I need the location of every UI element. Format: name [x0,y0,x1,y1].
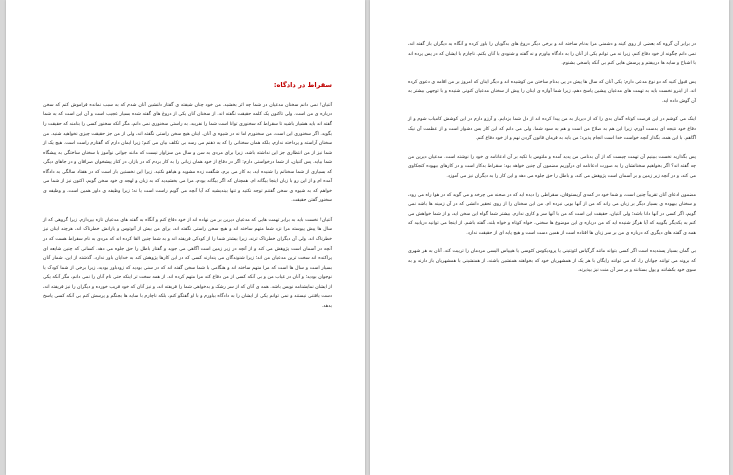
paragraph: پس بگذارید نخست ببینیم آن تهمت چیست که از آن بدنامی من پدید آمده و ملتوس با تکیه بر آن ادعانامه ی خود را نوشته است. مدعیان دیرین من چه گفته اند؟ اگر بخواهیم سخنانشان را به صورت ادعانامه ای درآوریم مضمون آن چنین خواهد بود: سقراط بدکار است و در کارهای بیهوده کنجکاوی می کند، و در آنچه زیر زمین و بر آسمان است پژوهش می کند، و باطل را حق جلوه می دهد و این کار را به دیگران نیز می آموزد. [408,154,696,180]
paragraph: در برابر آن گروه که بعضی از روی کینه و دشمنی مرا بدنام ساخته اند و برخی دیگر دروغ های بدگویان را باور کرده و آنگاه به دیگران باز گفته اند، نمی دانم چگونه از خود دفاع کنم، زیرا نه می توانم یکی از آنان را به دادگاه بیاورم و نه گفته و شنودی با آنان بکنم. ناچارم با ایشان که در پس پرده اند با اشباح و سایه ها دربیفتم و پرسش هایی کنم بی آنکه پاسخی بشنوم. [408,42,696,67]
paragraph: مضمون ادعای آنان تقریباً چنین است، و شما خود در کمدی آریستوفان، سقراطی را دیده اید که در صحنه می چرخد و می گوید که در هوا راه می رود، و سخنان بیهوده ی بسیار دیگر بر زبان می راند که من از آنها بویی نبرده ام. من این سخنان را از روی تحقیر دانشی که در آن زمینه ها باشد نمی گویم، اگر کسی در آنها دانا باشد؛ ولی آتنیان، حقیقت این است که من با آنها سر و کاری ندارم. بیشتر شما گواه این سخن اید، و از شما خواهش می کنم به یکدیگر بگویید که آیا هرگز شنیده اید که من درباره ی این موضوع ها سخنی، خواه کوتاه و خواه بلند، گفته باشم. از اینجا می توانید دریابید که همه ی گفته های دیگری که درباره ی من بر سر زبان ها افتاده است از همین دست است و هیچ پایه ای از حقیقت ندارد. [408,192,696,236]
paragraph: بی گمان بسیار پسندیده است اگر کسی بتواند مانند گرگیاس لئونتینی یا پرودیکوس کئوسی یا هیپیاس الیسی مردمان را تربیت کند. آنان به هر شهری که بروند می توانند جوانان را، که می توانند رایگان با هر یک از همشهریان خود که بخواهند همنشین باشند، از همنشینی با همشهریان باز دارند و به سوی خود بکشانند و پول بستانند و بر سر آن منت نیز بپذیرند. [408,249,696,274]
paragraph: اینک می کوشم در این فرصت کوتاه گمان بدی را که از دیرباز به من پیدا کرده اند از دل شما بزدایم. و آرزو دارم در این کوشش کامیاب شوم و از دفاع خود نتیجه ای بدست آورم، زیرا این هم به صلاح من است و هم به سود شما. ولی می دانم که این کار بس دشوار است و از عظمت آن نیک آگاهم. با این همه، بگذار آنچه خواست خدا است انجام پذیرد؛ من باید به فرمان قانون گردن نهم و از خود دفاع کنم. [408,117,696,142]
document-page-left [6,0,365,475]
paragraph: آتنیان! نمی دانم سخنان مدعیان در شما چه اثر بخشید. من خود چنان شیفته ی گفتار دلنشین آنان شدم که به سبب نمانده فراموش کنم که سخن درباره ی من است. ولی تاکنون یک کلمه حقیقت نگفته اند. از سخنان آنان یکی از دروغ های گفته شده بسیار عجیب است و آن این است که به شما گفته اند باید هشیار باشید تا سقراط که سخنوری توانا است شما را نفریبد. به راستی سخنوری نمی دانم، مگر آنکه سخنور کسی را بنامند که حقیقت را بگوید. اگر سخنوری این است، من سخنورم اما نه در شیوه ی آنان. اینان هیچ سخن راستی نگفته اند، ولی از من جز حقیقت چیزی نخواهید شنید. من سخنان آراسته و پرداخته ندارم، بلکه همان سخنانی را که به ذهنم می رسد بی تکلف بیان می کنم؛ زیرا ایمان دارم که گفتارم راست است. هیچ یک از شما نیز از من انتظاری جز این نداشته باشد، زیرا برای مردی به سن و سال من سزاوار نیست که مانند جوانی نوآموز با سخنان ساختگی به پیشگاه شما بیاید. پس آتنیان، از شما درخواستی دارم: اگر در دفاع از خود همان زبانی را به کار بردم که در بازار، در کنار پیشخوان صرافان و در جاهای دیگر، که بسیاری از شما سخنانم را شنیده اید، به کار می برم، شگفت زده مشوید و هیاهو نکنید. زیرا این نخستین بار است که در هفتاد سالگی به دادگاه آمده ام و از این رو با زبان اینجا بیگانه ام. همچنان که اگر بیگانه بودم، مرا می بخشیدید که به زبان و لهجه ی خود سخن گویم، اکنون نیز از شما می خواهم که به شیوه ی سخن گفتنم توجه نکنید و تنها بیندیشید که آیا آنچه می گویم راست است یا نه؛ زیرا وظیفه ی داور همین است، و وظیفه ی سخنور گفتن حقیقت. [43,102,332,204]
page-title: سقراط در دادگاه: [273,81,332,89]
paragraph: پس قبول کنید که دو نوع مدعی دارم: یکی آنان که سال ها پیش در پی بدنام ساختن من کوشیده اند و دیگر اینان که امروز بر من اقامه ی دعوی کرده اند. از اینرو نخست باید به تهمت های مدعیان پیشین پاسخ دهم، زیرا شما آوازه ی اینان را پیش از سخنان مدعیان کنونی شنیده و با توجهی بیشتر به آن گوش داده اید. [408,79,696,104]
paragraph: آتنیان! نخست باید به برابر تهمت هایی که مدعیان دیرین بر من نهاده اند از خود دفاع کنم و آنگاه به گفته های مدعیان تازه بپردازم. زیرا گروهی که از سال ها پیش پیوسته مرا نزد شما متهم ساخته اند و هیچ سخن راستی نگفته اند، برای من بیش از آنوتوس و یارانش خطرناک اند، هرچند اینان نیز خطرناک اند. ولی آن دیگران خطرناک ترند، زیرا بیشتر شما را از کودکی فریفته اند و به شما چنین القا کرده اند که مردی به نام سقراط هست که در آنچه در آسمان است پژوهش می کند و از آنچه در زیر زمین است آگاهی می جوید و گفتار باطل را حق جلوه می دهد. کسانی که چنین شایعه ای پراکنده اند سخت ترین مدعیان من اند؛ زیرا شنوندگان می پندارند کسی که در این کارها پژوهش کند به خدایان باور ندارد. گذشته از این، شمار آنان بسیار است و سال ها است که مرا متهم ساخته اند و هنگامی با شما سخن گفته اند که در سنی بودید که زودباور بودید، زیرا برخی از شما کودک یا نوجوان بودید؛ و آنان در غیاب من و بی آنکه کسی از من دفاع کند مرا متهم کرده اند. از همه سخت تر اینکه حتی نام آنان را نمی دانم، مگر آنکه یکی از ایشان نمایشنامه نویس باشد. همه ی آنان که از سر رشک و بدخواهی شما را فریفته اند، و نیز آنان که خود فریب خورده و دیگران را نیز فریفته اند، دست یافتنی نیستند و نمی توانم یکی از ایشان را به دادگاه بیاورم و با او گفتگو کنم، بلکه ناچارم با سایه ها بجنگم و پرسش کنم بی آنکه کسی پاسخ بدهد. [43,217,332,309]
document-page-right [370,0,729,475]
